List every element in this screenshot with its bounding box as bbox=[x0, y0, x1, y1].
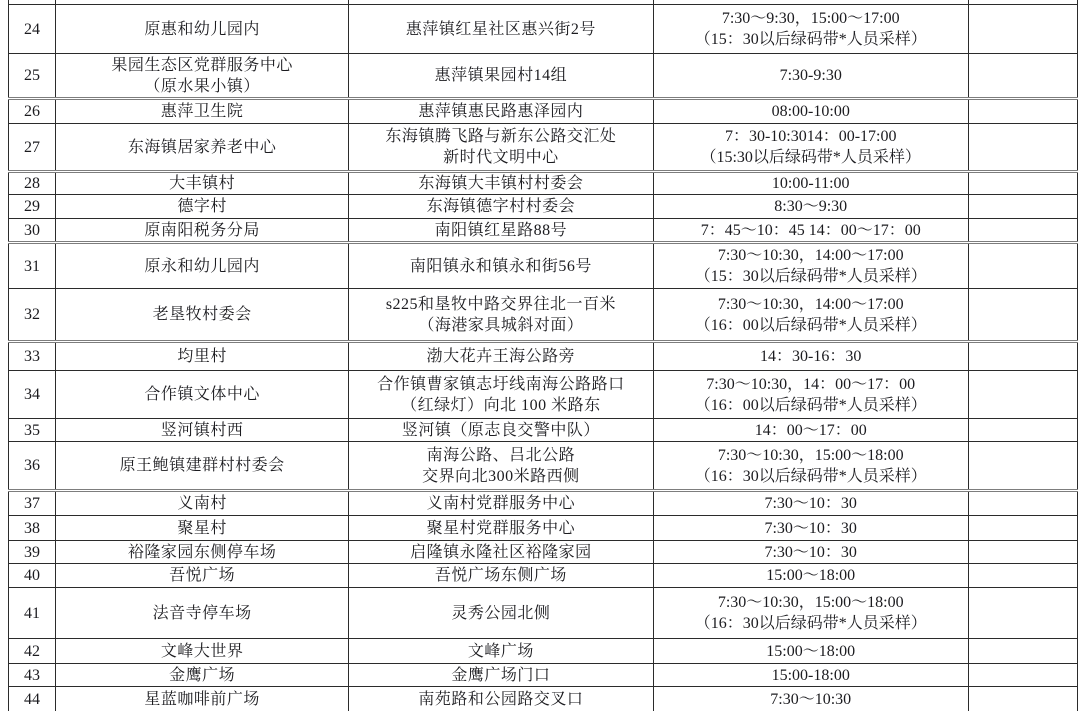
text-line: 7:30～10：30 bbox=[764, 543, 857, 561]
text-line: 金鹰广场 bbox=[169, 666, 236, 684]
text-line: 合作镇曹家镇志圩线南海公路路口 bbox=[377, 375, 625, 393]
site-address-cell bbox=[349, 516, 653, 541]
site-name-cell bbox=[56, 371, 349, 419]
site-address-cell bbox=[349, 124, 653, 172]
row-number-cell bbox=[9, 219, 56, 243]
site-address-cell bbox=[349, 639, 653, 664]
text-line: 28 bbox=[24, 175, 41, 192]
text-line: （红绿灯）向北 100 米路东 bbox=[401, 396, 601, 414]
site-name-cell bbox=[56, 588, 349, 639]
row-number-cell bbox=[9, 442, 56, 491]
text-line: 35 bbox=[24, 421, 41, 439]
text-line: 10:00-11:00 bbox=[771, 175, 850, 192]
text-line: 惠萍镇惠民路惠泽园内 bbox=[418, 103, 584, 120]
site-name-cell bbox=[56, 5, 349, 54]
site-name-cell bbox=[56, 289, 349, 342]
site-address-cell bbox=[349, 172, 653, 195]
row-number-cell bbox=[9, 491, 56, 516]
empty-cell bbox=[968, 5, 1077, 54]
text-line: 原南阳税务分局 bbox=[144, 221, 260, 239]
site-name-cell bbox=[56, 124, 349, 172]
site-name-cell bbox=[56, 243, 349, 289]
site-name-cell bbox=[56, 687, 349, 712]
text-line: 老垦牧村委会 bbox=[152, 306, 252, 323]
site-address-cell bbox=[349, 687, 653, 712]
text-line: 南海公路、吕北公路 bbox=[426, 446, 576, 464]
row-number-cell bbox=[9, 5, 56, 54]
sampling-time-cell bbox=[653, 342, 968, 371]
sampling-time-cell bbox=[653, 54, 968, 99]
text-line: 大丰镇村 bbox=[169, 175, 236, 192]
site-name-cell bbox=[56, 541, 349, 564]
text-line: 惠萍镇果园村14组 bbox=[434, 67, 568, 84]
text-line: （15：30以后绿码带*人员采样） bbox=[694, 31, 927, 48]
empty-cell bbox=[968, 564, 1077, 588]
empty-cell bbox=[968, 195, 1077, 219]
site-address-cell bbox=[349, 289, 653, 342]
text-line: s225和垦牧中路交界往北一百米 bbox=[385, 295, 617, 313]
table-row bbox=[9, 564, 1078, 588]
text-line: 东海镇大丰镇村村委会 bbox=[418, 175, 584, 192]
text-line: 15:00-18:00 bbox=[771, 666, 850, 684]
text-line: 果园生态区党群服务中心 bbox=[111, 56, 293, 74]
site-name-cell bbox=[56, 342, 349, 371]
text-line: 7：45～10：45 14：00～17：00 bbox=[700, 221, 921, 239]
text-line: 均里村 bbox=[177, 348, 227, 365]
text-line: 原惠和幼儿园内 bbox=[144, 20, 260, 38]
site-name-cell bbox=[56, 172, 349, 195]
empty-cell bbox=[968, 342, 1077, 371]
text-line: 7:30～9:30，15:00～17:00 bbox=[721, 10, 900, 27]
text-line: （15：30以后绿码带*人员采样） bbox=[694, 268, 927, 285]
table-row bbox=[9, 195, 1078, 219]
sampling-time-cell bbox=[653, 639, 968, 664]
row-number-cell bbox=[9, 195, 56, 219]
text-line: 24 bbox=[24, 20, 41, 38]
text-line: 7:30～10:30，15:00～18:00 bbox=[717, 594, 904, 611]
text-line: 原永和幼儿园内 bbox=[144, 257, 260, 275]
text-line: 25 bbox=[24, 67, 41, 84]
row-number-cell bbox=[9, 172, 56, 195]
site-name-cell bbox=[56, 639, 349, 664]
sampling-time-cell bbox=[653, 516, 968, 541]
text-line: 交界向北300米路西侧 bbox=[422, 467, 580, 485]
text-line: 14：30-16：30 bbox=[760, 348, 862, 365]
site-name-cell bbox=[56, 442, 349, 491]
text-line: 36 bbox=[24, 457, 41, 474]
row-number-cell bbox=[9, 124, 56, 172]
text-line: （15:30以后绿码带*人员采样） bbox=[700, 149, 921, 166]
sampling-time-cell bbox=[653, 588, 968, 639]
site-address-cell bbox=[349, 564, 653, 588]
table-row bbox=[9, 289, 1078, 342]
text-line: 7:30～10：30 bbox=[764, 519, 857, 537]
text-line: 41 bbox=[24, 604, 41, 622]
site-address-cell bbox=[349, 541, 653, 564]
text-line: 南阳镇永和镇永和街56号 bbox=[409, 257, 592, 275]
text-line: 惠萍卫生院 bbox=[160, 103, 244, 120]
text-line: 32 bbox=[24, 306, 41, 323]
text-line: 东海镇德字村村委会 bbox=[426, 198, 576, 215]
table-row bbox=[9, 419, 1078, 442]
row-number-cell bbox=[9, 687, 56, 712]
row-number-cell bbox=[9, 639, 56, 664]
text-line: 42 bbox=[24, 642, 41, 660]
text-line: 7:30～10:30，14:00～17:00 bbox=[717, 247, 904, 264]
text-line: 文峰广场 bbox=[467, 642, 534, 660]
text-line: 33 bbox=[24, 348, 41, 365]
text-line: 7:30～10:30 bbox=[770, 690, 852, 708]
table-row bbox=[9, 491, 1078, 516]
empty-cell bbox=[968, 442, 1077, 491]
sampling-table-container bbox=[8, 0, 1078, 711]
sampling-sites-table bbox=[8, 0, 1078, 711]
text-line: 29 bbox=[24, 198, 41, 215]
text-line: 东海镇腾飞路与新东公路交汇处 bbox=[385, 128, 617, 145]
row-number-cell bbox=[9, 243, 56, 289]
text-line: 08:00-10:00 bbox=[771, 103, 850, 120]
site-address-cell bbox=[349, 419, 653, 442]
text-line: 吾悦广场东侧广场 bbox=[434, 567, 567, 584]
site-address-cell bbox=[349, 342, 653, 371]
site-address-cell bbox=[349, 371, 653, 419]
sampling-time-cell bbox=[653, 219, 968, 243]
site-address-cell bbox=[349, 588, 653, 639]
table-row bbox=[9, 342, 1078, 371]
text-line: （16：00以后绿码带*人员采样） bbox=[694, 396, 927, 414]
text-line: 7:30～10：30 bbox=[764, 495, 857, 512]
text-line: 渤大花卉王海公路旁 bbox=[426, 348, 576, 365]
site-name-cell bbox=[56, 491, 349, 516]
text-line: 义南村 bbox=[177, 495, 227, 512]
text-line: 7:30～10:30，14：00～17：00 bbox=[706, 375, 916, 393]
site-address-cell bbox=[349, 5, 653, 54]
site-name-cell bbox=[56, 564, 349, 588]
text-line: 27 bbox=[24, 138, 41, 156]
table-row bbox=[9, 5, 1078, 54]
text-line: 竖河镇（原志良交警中队） bbox=[401, 421, 600, 439]
text-line: 东海镇居家养老中心 bbox=[127, 138, 277, 156]
text-line: 义南村党群服务中心 bbox=[426, 495, 576, 512]
row-number-cell bbox=[9, 99, 56, 124]
text-line: 31 bbox=[24, 257, 41, 275]
sampling-time-cell bbox=[653, 5, 968, 54]
table-row bbox=[9, 99, 1078, 124]
site-name-cell bbox=[56, 516, 349, 541]
text-line: 14：00～17：00 bbox=[754, 421, 867, 439]
text-line: 灵秀公园北侧 bbox=[451, 604, 551, 622]
empty-cell bbox=[968, 219, 1077, 243]
site-name-cell bbox=[56, 99, 349, 124]
text-line: 文峰大世界 bbox=[160, 642, 244, 660]
empty-cell bbox=[968, 516, 1077, 541]
text-line: 7:30～10:30，14:00～17:00 bbox=[717, 295, 904, 313]
empty-cell bbox=[968, 687, 1077, 712]
site-name-cell bbox=[56, 195, 349, 219]
text-line: 43 bbox=[24, 666, 41, 684]
sampling-time-cell bbox=[653, 491, 968, 516]
text-line: 44 bbox=[24, 690, 41, 708]
table-row bbox=[9, 639, 1078, 664]
site-address-cell bbox=[349, 491, 653, 516]
empty-cell bbox=[968, 419, 1077, 442]
site-address-cell bbox=[349, 219, 653, 243]
table-row bbox=[9, 442, 1078, 491]
text-line: 15:00～18:00 bbox=[766, 567, 856, 584]
table-row bbox=[9, 687, 1078, 712]
row-number-cell bbox=[9, 588, 56, 639]
text-line: 新时代文明中心 bbox=[443, 149, 559, 166]
site-address-cell bbox=[349, 664, 653, 687]
sampling-time-cell bbox=[653, 172, 968, 195]
row-number-cell bbox=[9, 516, 56, 541]
text-line: 金鹰广场门口 bbox=[451, 666, 551, 684]
site-address-cell bbox=[349, 243, 653, 289]
row-number-cell bbox=[9, 54, 56, 99]
text-line: 40 bbox=[24, 567, 41, 584]
text-line: 7:30～10:30，15:00～18:00 bbox=[717, 446, 904, 464]
text-line: （16：30以后绿码带*人员采样） bbox=[694, 467, 927, 485]
row-number-cell bbox=[9, 541, 56, 564]
row-number-cell bbox=[9, 342, 56, 371]
sampling-time-cell bbox=[653, 243, 968, 289]
text-line: 聚星村 bbox=[177, 519, 227, 537]
table-row bbox=[9, 371, 1078, 419]
sampling-time-cell bbox=[653, 371, 968, 419]
text-line: 37 bbox=[24, 495, 41, 512]
site-name-cell bbox=[56, 219, 349, 243]
row-number-cell bbox=[9, 289, 56, 342]
row-number-cell bbox=[9, 419, 56, 442]
site-name-cell bbox=[56, 54, 349, 99]
text-line: （原水果小镇） bbox=[144, 77, 260, 95]
table-row bbox=[9, 172, 1078, 195]
table-row bbox=[9, 243, 1078, 289]
text-line: 7：30-10:3014：00-17:00 bbox=[724, 128, 897, 145]
text-line: 7:30-9:30 bbox=[779, 67, 842, 84]
table-row bbox=[9, 124, 1078, 172]
text-line: （海港家具城斜对面） bbox=[418, 316, 584, 334]
text-line: 30 bbox=[24, 221, 41, 239]
sampling-time-cell bbox=[653, 541, 968, 564]
text-line: 竖河镇村西 bbox=[160, 421, 244, 439]
sampling-time-cell bbox=[653, 442, 968, 491]
sampling-time-cell bbox=[653, 687, 968, 712]
sampling-time-cell bbox=[653, 419, 968, 442]
text-line: 法音寺停车场 bbox=[152, 604, 252, 622]
site-address-cell bbox=[349, 442, 653, 491]
empty-cell bbox=[968, 243, 1077, 289]
text-line: 吾悦广场 bbox=[169, 567, 236, 584]
empty-cell bbox=[968, 289, 1077, 342]
sampling-time-cell bbox=[653, 99, 968, 124]
text-line: 26 bbox=[24, 103, 41, 120]
row-number-cell bbox=[9, 664, 56, 687]
sampling-table-body bbox=[9, 0, 1078, 711]
text-line: 聚星村党群服务中心 bbox=[426, 519, 576, 537]
table-row bbox=[9, 664, 1078, 687]
text-line: 38 bbox=[24, 519, 41, 537]
empty-cell bbox=[968, 491, 1077, 516]
text-line: 原王鲍镇建群村村委会 bbox=[119, 457, 285, 474]
text-line: 8:30～9:30 bbox=[774, 198, 848, 215]
sampling-time-cell bbox=[653, 195, 968, 219]
site-name-cell bbox=[56, 664, 349, 687]
text-line: 合作镇文体中心 bbox=[144, 386, 260, 403]
site-address-cell bbox=[349, 99, 653, 124]
empty-cell bbox=[968, 541, 1077, 564]
table-row bbox=[9, 54, 1078, 99]
table-row bbox=[9, 219, 1078, 243]
site-address-cell bbox=[349, 54, 653, 99]
text-line: 裕隆家园东侧停车场 bbox=[127, 543, 277, 561]
table-row bbox=[9, 541, 1078, 564]
sampling-time-cell bbox=[653, 289, 968, 342]
table-row bbox=[9, 588, 1078, 639]
row-number-cell bbox=[9, 564, 56, 588]
empty-cell bbox=[968, 588, 1077, 639]
text-line: 惠萍镇红星社区惠兴街2号 bbox=[405, 20, 596, 38]
text-line: 39 bbox=[24, 543, 41, 561]
text-line: （16：00以后绿码带*人员采样） bbox=[694, 316, 927, 334]
empty-cell bbox=[968, 371, 1077, 419]
empty-cell bbox=[968, 99, 1077, 124]
text-line: 34 bbox=[24, 386, 41, 403]
site-name-cell bbox=[56, 419, 349, 442]
empty-cell bbox=[968, 664, 1077, 687]
text-line: 德字村 bbox=[177, 198, 227, 215]
row-number-cell bbox=[9, 371, 56, 419]
sampling-time-cell bbox=[653, 124, 968, 172]
empty-cell bbox=[968, 172, 1077, 195]
text-line: 南苑路和公园路交叉口 bbox=[418, 690, 584, 708]
empty-cell bbox=[968, 54, 1077, 99]
text-line: （16：30以后绿码带*人员采样） bbox=[694, 615, 927, 632]
text-line: 星蓝咖啡前广场 bbox=[144, 690, 260, 708]
text-line: 15:00～18:00 bbox=[766, 642, 856, 660]
text-line: 启隆镇永隆社区裕隆家园 bbox=[410, 543, 592, 561]
table-row bbox=[9, 516, 1078, 541]
site-address-cell bbox=[349, 195, 653, 219]
sampling-time-cell bbox=[653, 664, 968, 687]
text-line: 南阳镇红星路88号 bbox=[434, 221, 568, 239]
empty-cell bbox=[968, 124, 1077, 172]
empty-cell bbox=[968, 639, 1077, 664]
sampling-time-cell bbox=[653, 564, 968, 588]
